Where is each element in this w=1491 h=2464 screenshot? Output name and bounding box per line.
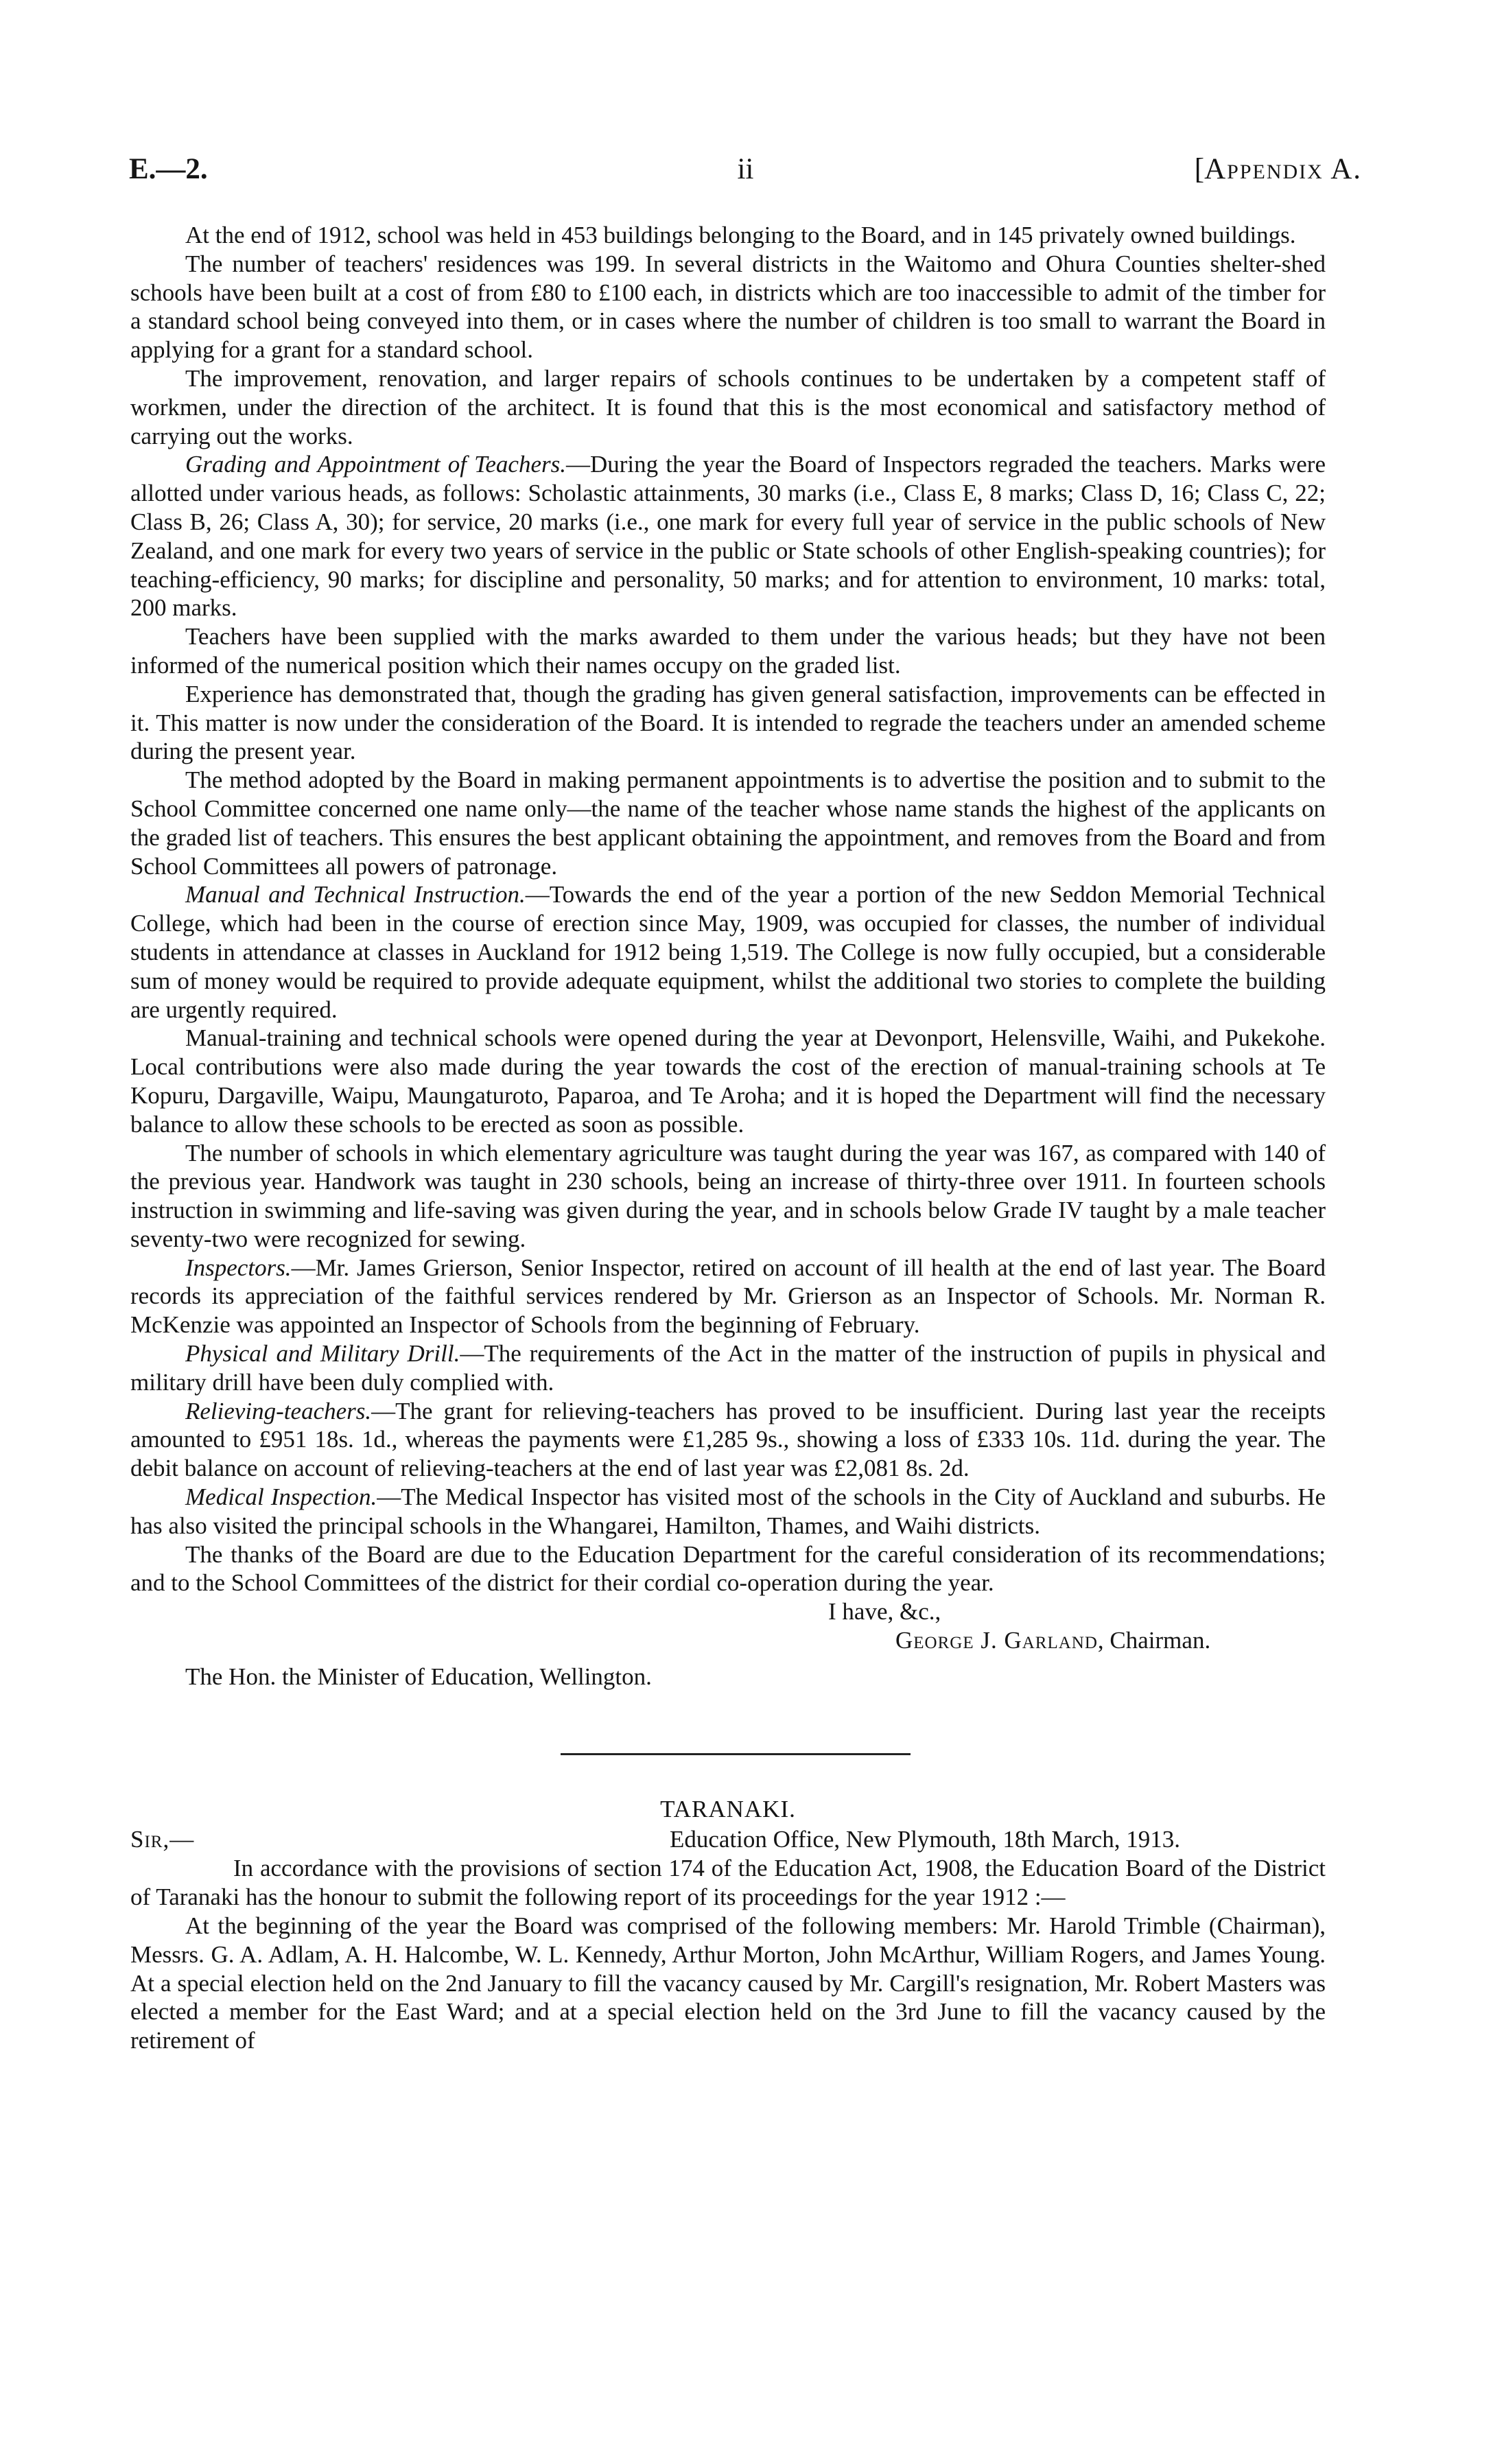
paragraph-text: At the end of 1912, school was held in 453 buildings belonging to the Board, and in 145 privately owned buildings.: [185, 222, 1296, 248]
section-heading: Physical and Military Drill.: [185, 1340, 460, 1368]
paragraph: [130, 364, 1326, 450]
salutation: Sir,—: [130, 1826, 195, 1853]
paragraph: [130, 1024, 1326, 1138]
section-heading: Relieving-teachers.: [185, 1397, 372, 1424]
paragraph: [130, 1397, 1326, 1483]
paragraph-text: The number of teachers' residences was 199. In several districts in the Waitomo and Ohura Counties shelter-shed schools have been built at a cost of from £80 to £100 each, in districts which are too inaccessible to admit of the timber for a standard school being conveyed into them, or in cases where the number of children is too small to warrant the Board in applying for a grant for a standard school.: [130, 250, 1326, 364]
paragraph-text: —During the year the Board of Inspectors regraded the teachers. Marks were allotted under various heads, as follows: Scholastic attainments, 30 marks (i.e., Class E, 8 marks; Class D, 16; Class C, 22; Class B, 26; Class A, 30); for service, 20 marks (i.e., one mark for every full year of service in the public schools of New Zealand, and one mark for every two years of service in the public or State schools of other English-speaking countries); for teaching-efficiency, 90 marks; for discipline and personality, 50 marks; and for attention to environment, 10 marks: total, 200 marks.: [130, 451, 1326, 622]
paragraph: [130, 1139, 1326, 1254]
addressee-line: The Hon. the Minister of Education, Wellington.: [185, 1663, 652, 1690]
paragraph: In accordance with the provisions of section 174 of the Education Act, 1908, the Education Board of the District of Taranaki has the honour to submit the following report of its proceedings for the year 1912 :—: [130, 1855, 1326, 1911]
paragraph: [130, 250, 1326, 364]
report-body: [130, 221, 1326, 2055]
paragraph: [130, 622, 1326, 680]
paragraph: [130, 1483, 1326, 1540]
paragraph: [130, 766, 1326, 880]
office-dateline: Education Office, New Plymouth, 18th March, 1913.: [670, 1826, 1180, 1853]
signatory-title: , Chairman.: [1097, 1627, 1211, 1654]
section-title: TARANAKI.: [660, 1795, 796, 1822]
paragraph: [130, 680, 1326, 766]
paragraph-text: Manual-training and technical schools were opened during the year at Devonport, Helensville, Waihi, and Pukekohe. Local contributions were also made during the year towards the cost of the erection of manual-training schools at Te Kopuru, Dargaville, Waipu, Maungaturoto, Paparoa, and Te Aroha; and it is hoped the Department will find the necessary balance to allow these schools to be erected as soon as possible.: [130, 1024, 1326, 1138]
paragraph-text: Teachers have been supplied with the marks awarded to them under the various heads; but they have not been informed of the numerical position which their names occupy on the graded list.: [130, 623, 1326, 679]
section-heading: Manual and Technical Instruction.: [185, 881, 526, 908]
paragraph: [130, 880, 1326, 1024]
paragraph-text: The method adopted by the Board in making permanent appointments is to advertise the position and to submit to the School Committee concerned one name only—the name of the teacher whose name stands the highest of the applicants on the graded list of teachers. This ensures the best applicant obtaining the appointment, and removes from the Board and from School Committees all powers of patronage.: [130, 766, 1326, 880]
paragraph: [130, 221, 1326, 250]
signature-line: [130, 1626, 1326, 1655]
section-heading: Inspectors.: [185, 1254, 292, 1281]
appendix-text: Appendix A.: [1204, 153, 1362, 185]
paragraph-text: The thanks of the Board are due to the Education Department for the careful consideration of its recommendations; and to the School Committees of the district for their cordial co-operation during the year.: [130, 1540, 1326, 1597]
paragraph-text: —The grant for relieving-teachers has proved to be insufficient. During last year the receipts amounted to £951 18s. 1d., whereas the payments were £1,285 9s., showing a loss of £333 10s. 11d. during the year. The debit balance on account of relieving-teachers at the end of last year was £2,081 8s. 2d.: [130, 1397, 1326, 1482]
paragraph-text: The number of schools in which elementary agriculture was taught during the year was 167, as compared with 140 of the previous year. Handwork was taught in 230 schools, being an increase of thirty-three over 1911. In fourteen schools instruction in swimming and life-saving was given during the year, and in schools below Grade IV taught by a male teacher seventy-two were recognized for sewing.: [130, 1139, 1326, 1252]
paragraph: At the beginning of the year the Board was comprised of the following members: Mr. Harold Trimble (Chairman), Messrs. G. A. Adlam, A. H. Halcombe, W. L. Kennedy, Arthur Morton, John McArthur, William Rogers, and James Young. At a special election held on the 2nd January to fill the vacancy caused by Mr. Cargill's resignation, Mr. Robert Masters was elected a member for the East Ward; and at a special election held on the 3rd June to fill the vacancy caused by the retirement of: [130, 1912, 1326, 2054]
section-divider: [561, 1753, 911, 1755]
document-code: E.—2.: [129, 153, 208, 185]
paragraph: [130, 450, 1326, 622]
paragraph-text: —Towards the end of the year a portion of the new Seddon Memorial Technical College, which had been in the course of erection since May, 1909, was occupied for classes, the number of individual students in attendance at classes in Auckland for 1912 being 1,519. The College is now fully occupied, but a considerable sum of money would be required to provide adequate equipment, whilst the additional two stories to complete the building are urgently required.: [130, 881, 1326, 1023]
appendix-bracket: [: [1194, 153, 1205, 185]
salutation-row: [130, 1825, 1326, 1854]
paragraph: [130, 1540, 1326, 1598]
page-header: [129, 152, 1362, 200]
paragraph-text: The improvement, renovation, and larger repairs of schools continues to be undertaken by a competent staff of workmen, under the direction of the architect. It is found that this is the most economical and satisfactory method of carrying out the works.: [130, 364, 1326, 449]
paragraph-text: —The Medical Inspector has visited most of the schools in the City of Auckland and suburbs. He has also visited the principal schools in the Whangarei, Hamilton, Thames, and Waihi districts.: [130, 1483, 1326, 1539]
paragraph-text: —Mr. James Grierson, Senior Inspector, retired on account of ill health at the end of last year. The Board records its appreciation of the faithful services rendered by Mr. Grierson as an Inspector of Schools. Mr. Norman R. McKenzie was appointed an Inspector of Schools from the beginning of February.: [130, 1254, 1326, 1339]
section-heading: Medical Inspection.: [185, 1483, 377, 1511]
signatory-name: George J. Garland: [895, 1627, 1098, 1654]
paragraph: [130, 1254, 1326, 1339]
paragraph-text: —The requirements of the Act in the matter of the instruction of pupils in physical and military drill have been duly complied with.: [130, 1340, 1326, 1396]
paragraph: [130, 1339, 1326, 1397]
section-heading: Grading and Appointment of Teachers.: [185, 451, 566, 478]
paragraph-text: Experience has demonstrated that, though the grading has given general satisfaction, improvements can be effected in it. This matter is now under the consideration of the Board. It is intended to regrade the teachers under an amended scheme during the present year.: [130, 680, 1326, 765]
closing-line: I have, &c.,: [828, 1598, 941, 1626]
appendix-label: [1195, 152, 1362, 186]
page-number: ii: [737, 153, 754, 185]
